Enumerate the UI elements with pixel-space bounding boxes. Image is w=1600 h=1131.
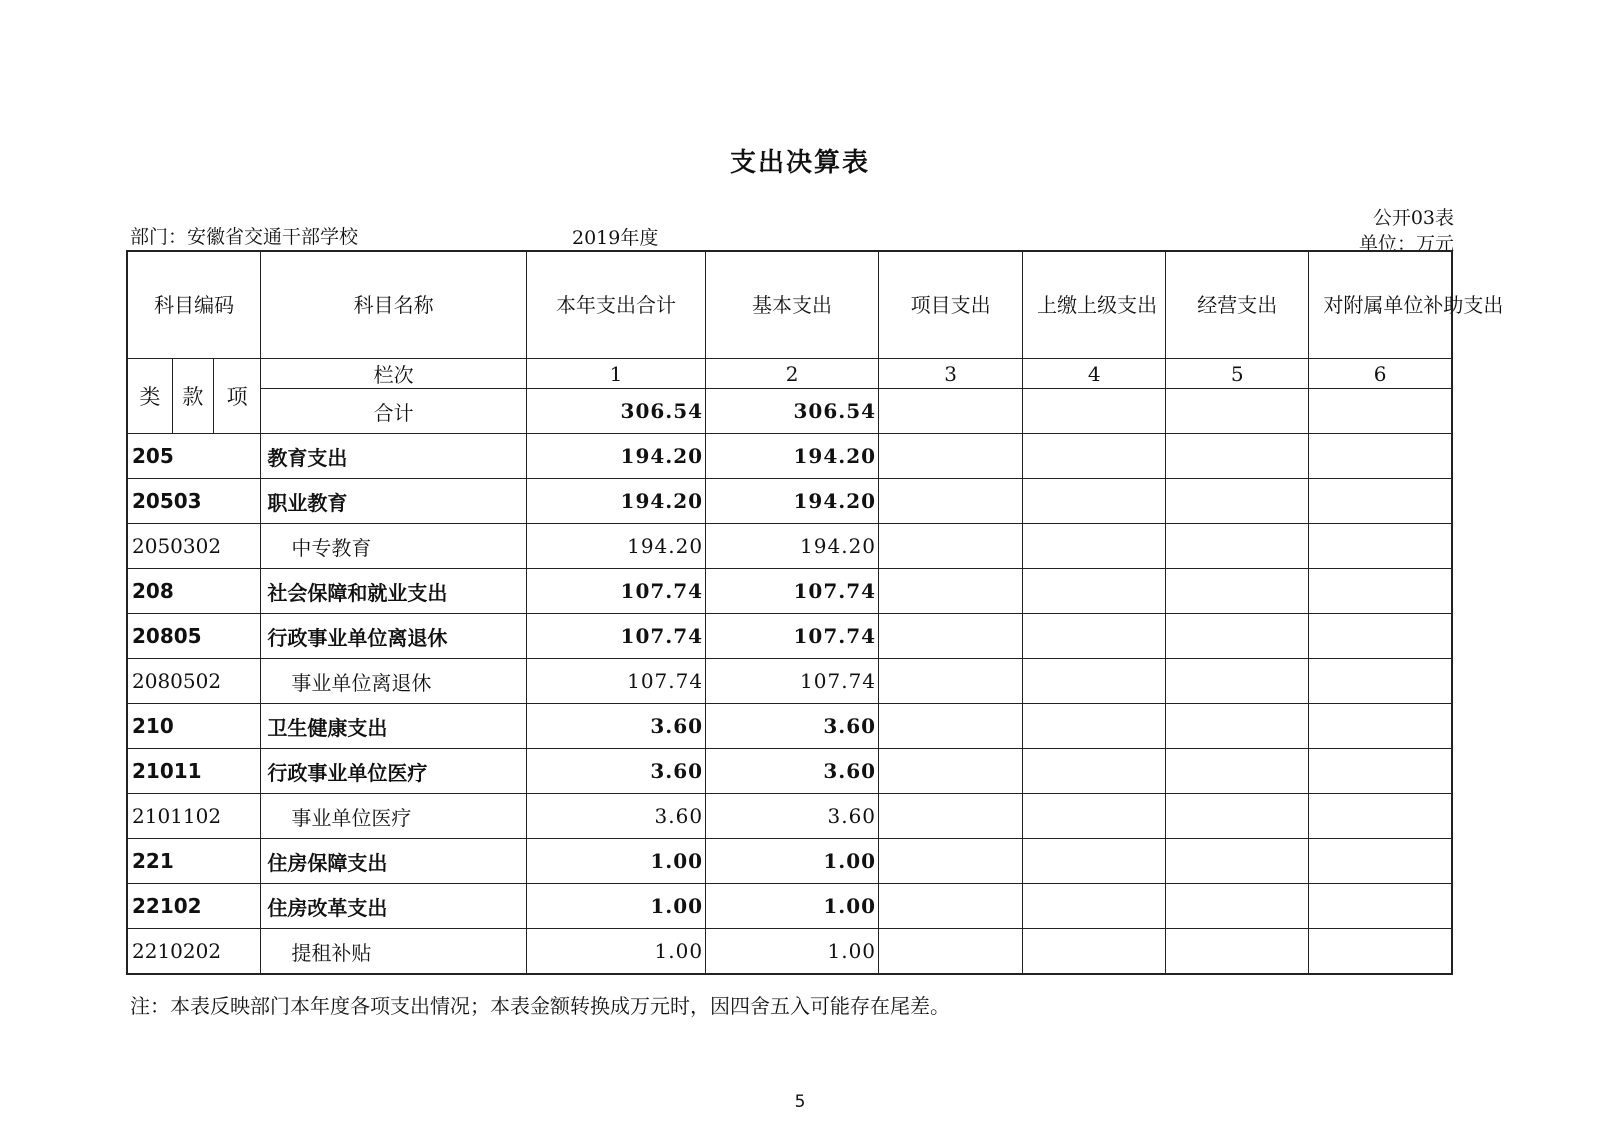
empty-cell — [1309, 749, 1452, 794]
total-expenditure-value: 1.00 — [526, 839, 705, 884]
basic-expenditure-value: 3.60 — [706, 704, 879, 749]
empty-cell — [1023, 884, 1166, 929]
basic-expenditure-value: 3.60 — [706, 794, 879, 839]
subject-code: 20503 — [127, 479, 261, 524]
total-expenditure-value: 107.74 — [526, 659, 705, 704]
basic-expenditure-value: 1.00 — [706, 884, 879, 929]
total-expenditure-value: 1.00 — [526, 884, 705, 929]
column-number-6: 6 — [1309, 359, 1452, 389]
empty-cell — [1023, 569, 1166, 614]
empty-cell — [1166, 884, 1309, 929]
header-code: 科目编码 — [127, 251, 261, 359]
total-col2: 306.54 — [706, 389, 879, 434]
empty-cell — [1309, 794, 1452, 839]
sub-header-lanci: 栏次 — [261, 359, 527, 389]
subject-name: 社会保障和就业支出 — [261, 569, 527, 614]
empty-cell — [879, 839, 1023, 884]
total-col1: 306.54 — [526, 389, 705, 434]
column-number-4: 4 — [1023, 359, 1166, 389]
header-subsidy-affiliated: 对附属单位补助支出 — [1309, 251, 1452, 359]
empty-cell — [1166, 614, 1309, 659]
subject-code: 20805 — [127, 614, 261, 659]
basic-expenditure-value: 1.00 — [706, 929, 879, 975]
basic-expenditure-value: 194.20 — [706, 524, 879, 569]
empty-cell — [1166, 704, 1309, 749]
total-expenditure-value: 3.60 — [526, 749, 705, 794]
column-number-5: 5 — [1166, 359, 1309, 389]
subject-name: 行政事业单位离退休 — [261, 614, 527, 659]
empty-cell — [1166, 929, 1309, 975]
header-row — [127, 251, 1452, 359]
empty-cell — [879, 659, 1023, 704]
empty-cell — [1166, 434, 1309, 479]
table-row — [127, 749, 1452, 794]
empty-cell — [1309, 569, 1452, 614]
basic-expenditure-value: 3.60 — [706, 749, 879, 794]
total-expenditure-value: 107.74 — [526, 614, 705, 659]
subject-code: 221 — [127, 839, 261, 884]
column-number-1: 1 — [526, 359, 705, 389]
subject-name: 教育支出 — [261, 434, 527, 479]
empty-cell — [1309, 929, 1452, 975]
empty-cell — [1309, 479, 1452, 524]
header-project-expenditure: 项目支出 — [879, 251, 1023, 359]
basic-expenditure-value: 194.20 — [706, 479, 879, 524]
empty-cell — [1166, 659, 1309, 704]
subject-code: 208 — [127, 569, 261, 614]
total-expenditure-value: 3.60 — [526, 704, 705, 749]
empty-cell — [1166, 569, 1309, 614]
sub-header-lei: 类 — [127, 359, 172, 434]
subject-name: 事业单位离退休 — [261, 659, 527, 704]
column-number-3: 3 — [879, 359, 1023, 389]
total-expenditure-value: 194.20 — [526, 434, 705, 479]
expenditure-table — [126, 250, 1504, 975]
header-name: 科目名称 — [261, 251, 527, 359]
subject-code: 205 — [127, 434, 261, 479]
basic-expenditure-value: 194.20 — [706, 434, 879, 479]
empty-cell — [1166, 479, 1309, 524]
empty-cell — [1023, 929, 1166, 975]
basic-expenditure-value: 107.74 — [706, 659, 879, 704]
department-label: 部门：安徽省交通干部学校 — [130, 226, 359, 248]
subject-name: 卫生健康支出 — [261, 704, 527, 749]
subject-code: 2101102 — [127, 794, 261, 839]
table-row — [127, 659, 1452, 704]
sub-header-xiang: 项 — [213, 359, 260, 434]
basic-expenditure-value: 107.74 — [706, 614, 879, 659]
total-label: 合计 — [261, 389, 527, 434]
header-remit-superior: 上缴上级支出 — [1023, 251, 1166, 359]
empty-cell — [879, 479, 1023, 524]
subject-code: 22102 — [127, 884, 261, 929]
basic-expenditure-value: 1.00 — [706, 839, 879, 884]
page-title: 支出决算表 — [729, 148, 870, 178]
subject-name: 住房保障支出 — [261, 839, 527, 884]
header-basic-expenditure: 基本支出 — [706, 251, 879, 359]
subject-name: 事业单位医疗 — [261, 794, 527, 839]
subject-code: 2050302 — [127, 524, 261, 569]
data-rows — [127, 434, 1452, 975]
empty-cell — [1309, 839, 1452, 884]
subject-name: 行政事业单位医疗 — [261, 749, 527, 794]
empty-cell — [1309, 704, 1452, 749]
table-row — [127, 524, 1452, 569]
empty-cell — [1023, 614, 1166, 659]
subject-name: 提租补贴 — [261, 929, 527, 975]
empty-cell — [1309, 659, 1452, 704]
table-row — [127, 479, 1452, 524]
empty-cell — [1166, 794, 1309, 839]
empty-cell — [1309, 884, 1452, 929]
table-row — [127, 929, 1452, 975]
table-row — [127, 794, 1452, 839]
subject-name: 住房改革支出 — [261, 884, 527, 929]
column-number-2: 2 — [706, 359, 879, 389]
empty-cell — [879, 569, 1023, 614]
empty-cell — [1166, 839, 1309, 884]
empty-cell — [879, 794, 1023, 839]
empty-cell — [1023, 659, 1166, 704]
empty-cell — [879, 884, 1023, 929]
total-expenditure-value: 1.00 — [526, 929, 705, 975]
empty-cell — [1023, 839, 1166, 884]
empty-cell — [1166, 749, 1309, 794]
empty-cell — [1023, 704, 1166, 749]
total-row — [127, 389, 1452, 434]
total-expenditure-value: 194.20 — [526, 479, 705, 524]
unit-label: 单位：万元 — [1358, 233, 1454, 255]
subject-code: 2080502 — [127, 659, 261, 704]
total-expenditure-value: 194.20 — [526, 524, 705, 569]
form-number: 公开03表 — [1372, 207, 1454, 229]
empty-cell — [879, 614, 1023, 659]
empty-cell — [879, 434, 1023, 479]
empty-cell — [1023, 479, 1166, 524]
total-expenditure-value: 107.74 — [526, 569, 705, 614]
table-row — [127, 884, 1452, 929]
empty-cell — [1023, 749, 1166, 794]
subject-code: 2210202 — [127, 929, 261, 975]
subject-name: 中专教育 — [261, 524, 527, 569]
subject-code: 210 — [127, 704, 261, 749]
header-total-expenditure: 本年支出合计 — [526, 251, 705, 359]
empty-cell — [1023, 434, 1166, 479]
empty-cell — [879, 929, 1023, 975]
empty-cell — [879, 524, 1023, 569]
table-row — [127, 569, 1452, 614]
empty-cell — [1309, 614, 1452, 659]
subject-name: 职业教育 — [261, 479, 527, 524]
sub-header-kuan: 款 — [172, 359, 213, 434]
footnote: 注：本表反映部门本年度各项支出情况；本表金额转换成万元时，因四舍五入可能存在尾差。 — [130, 994, 950, 1018]
table-row — [127, 434, 1452, 479]
table-row — [127, 839, 1452, 884]
header-business-expenditure: 经营支出 — [1166, 251, 1309, 359]
table-row — [127, 614, 1452, 659]
empty-cell — [879, 704, 1023, 749]
empty-cell — [1023, 524, 1166, 569]
empty-cell — [1166, 524, 1309, 569]
empty-cell — [1309, 434, 1452, 479]
fiscal-year: 2019年度 — [572, 227, 659, 249]
total-expenditure-value: 3.60 — [526, 794, 705, 839]
page-number: 5 — [794, 1092, 806, 1112]
empty-cell — [1309, 524, 1452, 569]
empty-cell — [879, 749, 1023, 794]
basic-expenditure-value: 107.74 — [706, 569, 879, 614]
subject-code: 21011 — [127, 749, 261, 794]
table-row — [127, 704, 1452, 749]
empty-cell — [1023, 794, 1166, 839]
column-number-row — [127, 359, 1452, 389]
